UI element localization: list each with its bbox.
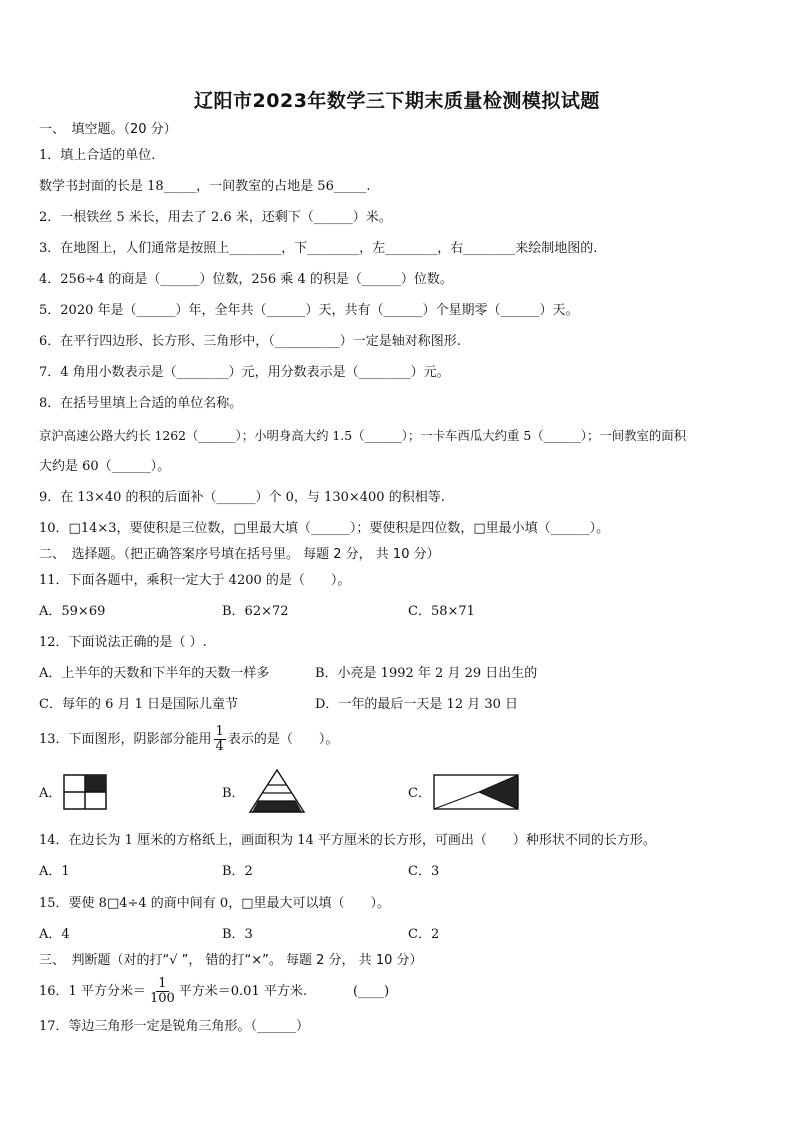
question-10: 10．□14×3，要使积是三位数，□里最大填（______）；要使积是四位数，□里最小填（______）。 — [39, 521, 610, 536]
fraction-denominator: 100 — [149, 991, 175, 1006]
question-7: 7．4 角用小数表示是（________）元，用分数表示是（________）元。 — [39, 365, 450, 380]
question-15-stem: 15．要使 8□4÷4 的商中间有 0，□里最大可以填（ ）。 — [39, 896, 390, 911]
question-12-stem: 12．下面说法正确的是（ ）. — [39, 635, 207, 650]
question-5: 5．2020 年是（______）年，全年共（______）天，共有（______）个星期零（______）天。 — [39, 303, 579, 318]
question-16 — [39, 974, 307, 1010]
question-15-option-a: A．4 — [39, 927, 70, 942]
question-15-option-b: B．3 — [222, 927, 253, 942]
question-6: 6．在平行四边形、长方形、三角形中，（__________）一定是轴对称图形. — [39, 334, 461, 349]
question-17: 17．等边三角形一定是锐角三角形。（______） — [39, 1019, 310, 1034]
question-14-option-a: A．1 — [39, 864, 70, 879]
fraction-numerator: 1 — [158, 976, 167, 991]
question-11-option-c: C．58×71 — [408, 604, 475, 619]
question-16-fraction — [148, 977, 177, 1006]
question-14-option-b: B．2 — [222, 864, 253, 879]
question-11-option-a: A．59×69 — [39, 604, 106, 619]
question-12-option-b: B．小亮是 1992 年 2 月 29 日出生的 — [315, 666, 538, 681]
question-11-stem: 11．下面各题中，乘积一定大于 4200 的是（ ）。 — [39, 573, 351, 588]
figure-b-triangle — [248, 768, 306, 814]
question-1-stem: 1．填上合适的单位. — [39, 148, 156, 163]
question-14-option-c: C．3 — [408, 864, 440, 879]
question-12-option-a: A．上半年的天数和下半年的天数一样多 — [39, 666, 270, 681]
question-13-option-a: A． — [39, 786, 62, 801]
section-heading-choice: 二、 选择题。（把正确答案序号填在括号里。 每题 2 分， 共 10 分） — [39, 547, 440, 562]
question-16-answer-blank: (____) — [353, 984, 390, 999]
question-11-option-b: B．62×72 — [222, 604, 289, 619]
question-14-stem: 14．在边长为 1 厘米的方格纸上，画面积为 14 平方厘米的长方形，可画出（ ）种形状不同的长方形。 — [39, 833, 656, 848]
fraction-denominator: 4 — [215, 739, 224, 754]
question-13-stem — [39, 722, 338, 758]
question-13-stem-post: 表示的是（ ）。 — [227, 732, 339, 747]
question-13-option-b: B． — [222, 786, 245, 801]
question-12-option-c: C．每年的 6 月 1 日是国际儿童节 — [39, 697, 239, 712]
section-heading-judgement: 三、 判断题（对的打“√ ”， 错的打“×”。 每题 2 分， 共 10 分） — [39, 953, 423, 968]
figure-a-square-grid — [63, 774, 107, 810]
fraction-numerator: 1 — [215, 724, 224, 739]
question-13-stem-pre: 13．下面图形，阴影部分能用 — [39, 732, 212, 747]
section-heading-fill-in: 一、 填空题。（20 分） — [39, 122, 177, 137]
question-1-line: 数学书封面的长是 18_____，一间教室的占地是 56_____. — [39, 179, 371, 194]
question-8-line-1: 京沪高速公路大约长 1262（______）；小明身高大约 1.5（______）；一卡车西瓜大约重 5（______）；一间教室的面积 — [39, 428, 687, 443]
question-8-line-2: 大约是 60（______）。 — [39, 459, 171, 474]
question-13-fraction — [214, 725, 226, 754]
question-9: 9．在 13×40 的积的后面补（______）个 0，与 130×400 的积相等. — [39, 490, 445, 505]
question-2: 2．一根铁丝 5 米长，用去了 2.6 米，还剩下（______）米。 — [39, 210, 392, 225]
question-3: 3．在地图上，人们通常是按照上________，下________，左________，右________来绘制地图的. — [39, 241, 598, 256]
question-12-option-d: D．一年的最后一天是 12 月 30 日 — [315, 697, 519, 712]
question-8-stem: 8．在括号里填上合适的单位名称。 — [39, 396, 243, 411]
page-title: 辽阳市2023年数学三下期末质量检测模拟试题 — [194, 90, 600, 112]
question-15-option-c: C．2 — [408, 927, 440, 942]
question-16-pre: 16．1 平方分米＝ — [39, 984, 146, 999]
figure-c-rectangle — [432, 773, 520, 811]
question-4: 4．256÷4 的商是（______）位数，256 乘 4 的积是（______）位数。 — [39, 272, 453, 287]
question-16-post: 平方米＝0.01 平方米. — [178, 984, 307, 999]
question-13-option-c: C． — [408, 786, 431, 801]
